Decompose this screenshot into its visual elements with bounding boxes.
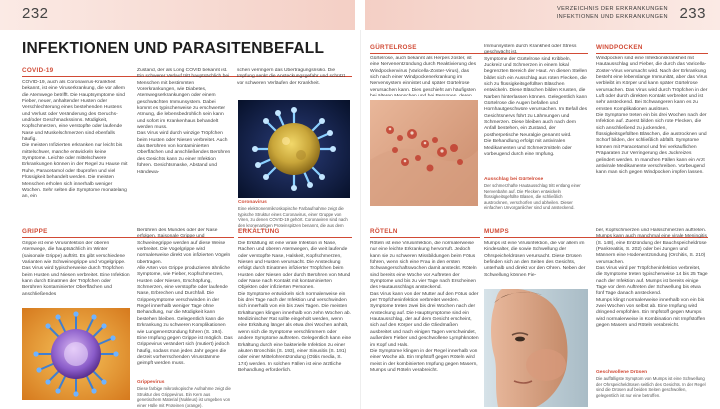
erkaeltung-text: Die Erkältung ist eine virale Infektion in Nase, Rachen und oberen Atemwegen, die weit laufende oder verstopfte Nase, Halskeit, Kopfschmerzen, Niesen und Husten verursacht. Die Ansteckung erfolgt durch Einatmen infizierter Tröpfchen beim Husten oder Niesen oder durch Berühren von Mund oder Nase nach Kontakt mit kontaminierten Objekten oder infizierten Personen. Die Symptome entwickeln sich normalerweise ein bis drei Tage nach der Infektion und verschwinden sich innerhalb von ein bis zwei Tagen. Die meisten Erkältungen klingen innerhalb von zehn Wochen ab. Medizinischer Rat sollte eingeholt werden, wenn eine Erkältung länger als etwa drei Wochen anhält, wenn sich die Symptome verschlimmern oder andere Symptome auftreten. Gelegentlich kann eine Erkältung durch eine bakterielle Infektion zu einer akuten Bronchitis (S. 193), einer Sinusitis (S. 191) oder einer Mittelohrentzündung (Otitis media, S. 174) werden. In solchen Fällen ist eine ärztliche Behandlung erforderlich. [238,241,352,373]
windpocken-text: Windpocken sind eine Infektionskrankheit mit Hautausschlag und Fieber, die durch das Varicella-Zoster-Virus verursacht wird. Nach der Erkrankung besteht eine lebenslange Immunität, aber das Virus verbleibt im Körper und kann später Gürtelrose verursachen. Das Virus wird durch Tröpfchen in der Luft oder durch direkten Kontakt verbreitet und ist sehr ansteckend. Bei Schwangeren kann es zu ernsten Komplikationen auslösen. Die Symptome treten ein bis drei Wochen nach der Infektion auf. Zuerst bilden sich rote Flecken, die sich anschließend zu juckenden, flüssigkeitsgefüllten Bläschen, die austrocknen und Schorf bilden, der schließlich abfällt. Symptome können mit Paracetamol und frei verkäuflichen Präparaten zur Verringerung des Juckreizes gelindert werden. In manchen Fällen kann ein Arzt antivirale Medikamente verschreiben. Vorbeugend kann man sich gegen Windpocken impfen lassen. [596,56,708,176]
mumps-illustration [484,289,588,407]
section-heading-covid: COVID-19 [22,67,54,74]
guertelrose-caption-title: Ausschlag bei Gürtelrose [484,177,544,182]
page-gutter [360,30,361,409]
coronavirus-image [238,100,350,198]
mumps-caption: Die auffälligste Symptom von Mumps ist eine Schwellung der Ohrspeicheldrüsen seitlich des Gesichts. In der Regel sind die Drüsen auf beiden Seiten geschwollen, gelegentlich ist nur eine betroffen. [596,376,706,398]
grippe-text-col2: Berühren des Mundes oder der Nase erfolgen. Saisonale Grippe und Schweinegrippe werden auf diese Weise verbreitet. Die Vogelgrippe wird normalerweise direkt von infizierten Vögeln übertragen. Alle Arten von Grippe produzieren ähnliche Symptome, wie Fieber, Kopfschmerzen, Husten oder Niesen, Erschöpfung, Schmerzen, eine verstopfte oder laufende Nase, Erbrechen und Durchfall. Die Grippesymptome verschwinden in der Regel innerhalb weniger Tage ohne Behandlung, nur die Müdigkeit kann bestehen bleiben. Gelegentlich kann die Erkrankung zu schweren Komplikationen wie Lungenentzündung führen (S. 194). Eine Impfung gegen Grippe ist möglich. Das Grippevirus verändert sich (mutiert) jedoch häufig, sodass man jedes Jahr gegen die derzeit vorherrschenden Virusstämme geimpft werden muss. [137,228,233,367]
section-heading-windpocken: WINDPOCKEN [596,44,643,51]
page-title: INFEKTIONEN UND PARASITENBEFALL [22,40,325,57]
shingles-image [370,100,478,206]
shingles-illustration [370,100,478,206]
section-heading-erkaeltung: ERKÄLTUNG [238,228,280,235]
mumps-image [484,289,588,407]
influenza-illustration [22,308,130,400]
grippe-text-col1: Grippe ist eine Virusinfektion der oberen Atemwege, die hauptsächlich im Winter (saisonale Grippe) auftritt. Es gibt verschiedene Varianten wie Schweinegrippe und Vogelgrippe. Das Virus wird typischerweise durch Tröpfchen beim Husten und Niesen verbreitet. Eine Infektion kann durch Einatmen der Tröpfchen oder Berühren kontaminierter Oberflächen und anschließendes [22,241,130,297]
running-subtitle: INFEKTIONEN UND ERKRANKUNGEN [556,14,668,20]
page-number-left: 232 [22,5,49,22]
covid-text-col1: COVID-19, auch als Coronavirus-Krankheit bekannt, ist eine Viruserkrankung, die vor allem die Atemwege betrifft. Die Hauptsymptome sind Fieber, neuer, anhaltender Husten oder Verschlechterung eines bestehenden Hustens und Verlust oder Veränderung des Geruchs- und/oder Geschmackssinns. Müdigkeit, Kopfschmerzen, eine verstopfte oder laufende Nase und Muskelschmerzen sind ebenfalls häufig. Die meisten Infizierten erkranken nur leicht bis mittelschwer, manche entwickeln keine Symptome. Leichte oder mittelschwere Erkrankungen können in der Regel zu Hause mit Ruhe, Paracetamol oder Ibuprofen und viel Flüssigkeit behandelt werden. Die meisten Menschen erholen sich innerhalb weniger Wochen. Sehr selten die Symptome monatelang an, ein [22,80,128,200]
section-heading-roeteln: RÖTELN [370,228,398,235]
windpocken-rule [596,53,708,54]
running-title: VERZEICHNIS DER ERKRANKUNGEN [557,6,668,12]
covid-text-col3: schen verringern das Übertragungsrisiko. Die Impfung senkt die Ansteckungsgefahr und schützt vor schweren Verläufen der Krankheit. [237,68,345,86]
mumps-text-col2: ber, Kopfschmerzen und Halsschmerzen auftreten. Mumps kann auch manchmal eine virale Meningitis (S. 148), eine Entzündung der Bauchspeicheldrüse (Pankreatitis, S. 202) oder bei Jungen und Männern eine Hodenentzündung (Orchitis, S. 210) verursachen. Das Virus wird per Tröpfcheninfektion verbreitet, die Symptome treten typischerweise 14 bis 25 Tage nach der Infektion auf. Mumps ist bereits einige Tage vor dem Auftreten der Schwellung bis etwa fünf Tage danach ansteckend. Mumps klingt normalerweise innerhalb von ein bis zwei Wochen von selbst ab. Eine Impfung wird dringend empfohlen. Ein Impfstoff gegen Mumps wird normalerweise in Kombination mit Impfstoffen gegen Masern und Röteln verabreicht. [596,228,708,329]
mumps-caption-title: Geschwollene Drüsen [596,370,648,375]
roeteln-rule [370,237,480,238]
section-heading-mumps: MUMPS [484,228,509,235]
grippevirus-caption: Diese farbige mikroskopische Aufnahme zeigt die Struktur des Grippevirus. Ein Kern aus genetischem Material (Nukleus) ist umgeben von einer Hülle mit Proteinen (orange). [137,386,231,408]
header-bar-left [0,0,355,30]
page-number-right: 233 [679,5,706,22]
mumps-text-col1: Mumps ist eine Virusinfektion, die vor allem im Kindesalter, die sowie Schwellung der Ohrspeicheldrüsen verursacht. Diese Drüsen befinden sich an den Seiten des Gesichts, unterhalb und direkt vor den Ohren. Neben der Schwellung können Fie- [484,241,586,278]
coronavirus-caption: Eine elektronenmikroskopische Farbaufnahme zeigt die typische Struktur eines Coronavirus, einer Gruppe von Viren, zu denen COVID-19 gehört. Coronaviren sind nach den kronenartigen Proteinspitzen benannt, die aus dem [238,206,348,228]
influenza-image [22,308,130,400]
covid-text-col2: Zustand, der als Long COVID bekannt ist. Ein schwerer Verlauf tritt hauptsächlich bei Menschen mit bestimmten Vorerkrankungen, wie Diabetes, Atemwegserkrankungen oder einem geschwächten Immunsystem. Dabei kommt es typischerweise zu erschwerter Atmung, die lebensbedrohlich sein kann und sofort im Krankenhaus behandelt werden muss. Das Virus wird durch winzige Tröpfchen beim Husten oder Niesen verbreitet. Auch das Berühren von kontaminierten Oberflächen und anschließendes Berühren des Gesichts kann zu einer Infektion führen. Gesichtsmaske, Abstand und Händewa- [137,68,231,175]
guertelrose-text-col1: Gürtelrose, auch bekannt als Herpes zoster, ist eine Nervenentzündung durch Reaktivierung des Windpockenvirus (Varicella-Zoster-Virus), das sich nach einer Windpockenerkrankung im Nervensystem einnistet und später Gürtelrose verursachen kann. Dies geschieht am häufigsten [370,56,477,93]
coronavirus-illustration [238,100,350,198]
roeteln-text: Röteln ist eine Virusinfektion, die normalerweise nur eine leichte Erkrankung hervorruft. Jedoch kann sie zu schweren Missbildungen beim Fötus führen, wenn sich eine Frau in den ersten Schwangerschaftswochen damit ansteckt. Röteln sind bereits eine Woche vor Auftreten der Symptome und bis zu vier Tage nach Erscheinen des Hautausschlags ansteckend. Das Virus kann von der Mutter auf den Fötus oder per Tröpfcheninfektion verbreitet werden. Symptome treten zwei bis drei Wochen nach der Ansteckung auf. Die Hauptsymptome sind ein Hautausschlag, der auf dem Gesicht erscheint, sich auf den Körper und die Gliedmaßen ausbreitet und nach einigen Tagen verschwindet, außerdem Fieber und geschwollene Lymphknoten im Kopf und Hals. Die Symptome klingen in der Regel innerhalb von einer Woche ab. Ein Impfstoff gegen Röteln wird meist in der kombinierten Impfung gegen Masern, Mumps und Röteln verabreicht. [370,241,479,373]
grippevirus-caption-title: Grippevirus [137,380,165,385]
section-heading-guertelrose: GÜRTELROSE [370,44,417,51]
section-heading-grippe: GRIPPE [22,228,48,235]
guertelrose-text-col2: Immunsystem durch Krankheit oder Stress geschwächt ist. Symptome der Gürtelrose sind Kribbeln, Juckreiz und Schmerzen in einem lokal begrenzten Bereich der Haut. An diesen Stellen bildet sich ein Ausschlag aus roten Flecken, die sich zu flüssigkeitsgefüllten Bläschen entwickeln. Diese Bläschen bilden Krusten, die Narben hinterlassen können. Gelegentlich kann Gürtelrose die Augen befallen und Hornhautgeschwüre verursachen. Im Befall des Gesichtsnervs führt zu Lähmungen und Schmerzen. Diese bleiben auch nach dem Anfall bestehen, ein Zustand, der postherpetische Neuralgie genannt wird. Die Behandlung erfolgt mit antiviralen Medikamenten und Schmerzmitteln oder vorbeugend durch eine Impfung. [484,44,588,157]
erkaeltung-rule [238,237,352,238]
guertelrose-caption: Der schmerzhafte Hautausschlag tritt entlang einer Nervenbahn auf. Die Flecken entwickeln flüssigkeitsgefüllte Blasen, die schließlich austrocknen, verschorfen und abheilen. Dieser einfachen Unvorganlicher sind und ansteckend. [484,183,581,211]
coronavirus-caption-title: Coronavirus [238,200,267,205]
